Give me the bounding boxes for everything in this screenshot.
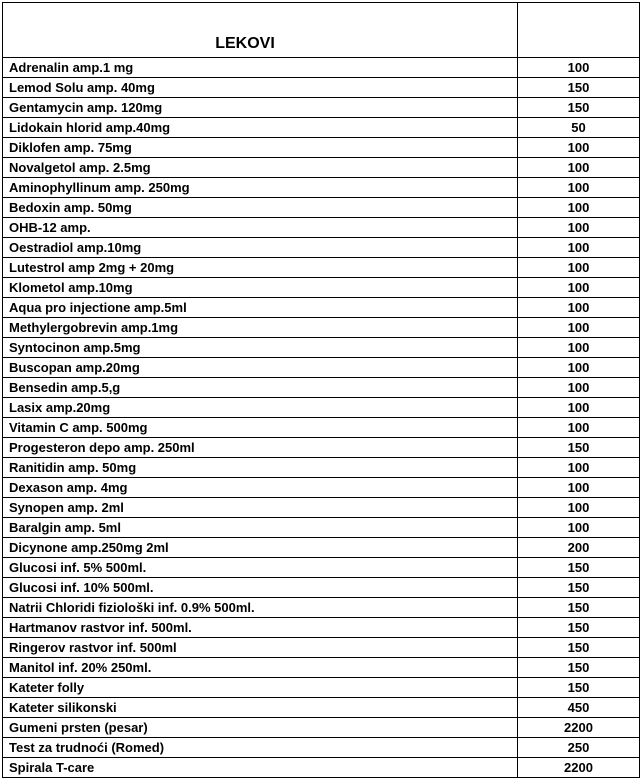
table-row <box>3 58 640 78</box>
medication-name-cell: Test za trudnoći (Romed) <box>3 738 518 758</box>
quantity-cell: 2200 <box>518 758 640 778</box>
medication-name-cell: Bedoxin amp. 50mg <box>3 198 518 218</box>
medication-name-cell: Lidokain hlorid amp.40mg <box>3 118 518 138</box>
medication-name-cell: Novalgetol amp. 2.5mg <box>3 158 518 178</box>
table-row <box>3 178 640 198</box>
quantity-cell: 100 <box>518 278 640 298</box>
medication-name-cell: Dexason amp. 4mg <box>3 478 518 498</box>
quantity-cell: 100 <box>518 258 640 278</box>
quantity-cell: 100 <box>518 298 640 318</box>
table-row <box>3 398 640 418</box>
table-row <box>3 358 640 378</box>
medication-name-cell: OHB-12 amp. <box>3 218 518 238</box>
medication-name-cell: Gumeni prsten (pesar) <box>3 718 518 738</box>
medication-name-cell: Aqua pro injectione amp.5ml <box>3 298 518 318</box>
quantity-cell: 50 <box>518 118 640 138</box>
table-row <box>3 258 640 278</box>
quantity-cell: 150 <box>518 638 640 658</box>
quantity-cell: 100 <box>518 378 640 398</box>
table-row <box>3 598 640 618</box>
table-row <box>3 278 640 298</box>
medication-name-cell: Ranitidin amp. 50mg <box>3 458 518 478</box>
medication-name-cell: Diklofen amp. 75mg <box>3 138 518 158</box>
quantity-cell: 100 <box>518 418 640 438</box>
medication-name-cell: Natrii Chloridi fiziološki inf. 0.9% 500ml. <box>3 598 518 618</box>
quantity-cell: 150 <box>518 98 640 118</box>
quantity-cell: 150 <box>518 558 640 578</box>
table-row <box>3 558 640 578</box>
quantity-cell: 150 <box>518 438 640 458</box>
quantity-cell: 100 <box>518 58 640 78</box>
quantity-cell: 150 <box>518 598 640 618</box>
medication-name-cell: Baralgin amp. 5ml <box>3 518 518 538</box>
medication-name-cell: Buscopan amp.20mg <box>3 358 518 378</box>
quantity-cell: 100 <box>518 458 640 478</box>
medication-name-cell: Gentamycin amp. 120mg <box>3 98 518 118</box>
medication-name-cell: Lasix amp.20mg <box>3 398 518 418</box>
quantity-cell: 100 <box>518 198 640 218</box>
column-header-quantity <box>518 3 640 58</box>
table-row <box>3 298 640 318</box>
table-row <box>3 418 640 438</box>
medication-name-cell: Ringerov rastvor inf. 500ml <box>3 638 518 658</box>
quantity-cell: 100 <box>518 518 640 538</box>
medication-table <box>2 2 640 778</box>
table-row <box>3 218 640 238</box>
quantity-cell: 100 <box>518 358 640 378</box>
table-row <box>3 518 640 538</box>
table-row <box>3 118 640 138</box>
quantity-cell: 100 <box>518 318 640 338</box>
quantity-cell: 100 <box>518 158 640 178</box>
medication-name-cell: Spirala T-care <box>3 758 518 778</box>
medication-name-cell: Glucosi inf. 5% 500ml. <box>3 558 518 578</box>
medication-name-cell: Glucosi inf. 10% 500ml. <box>3 578 518 598</box>
quantity-cell: 150 <box>518 678 640 698</box>
quantity-cell: 150 <box>518 658 640 678</box>
quantity-cell: 200 <box>518 538 640 558</box>
table-row <box>3 438 640 458</box>
table-row <box>3 758 640 778</box>
table-row <box>3 718 640 738</box>
header-row <box>3 3 640 58</box>
table-row <box>3 638 640 658</box>
medication-name-cell: Adrenalin amp.1 mg <box>3 58 518 78</box>
medication-name-cell: Hartmanov rastvor inf. 500ml. <box>3 618 518 638</box>
quantity-cell: 100 <box>518 478 640 498</box>
medication-name-cell: Lemod Solu amp. 40mg <box>3 78 518 98</box>
table-row <box>3 738 640 758</box>
table-row <box>3 658 640 678</box>
quantity-cell: 100 <box>518 178 640 198</box>
medication-name-cell: Oestradiol amp.10mg <box>3 238 518 258</box>
medication-table-body <box>3 3 640 778</box>
medication-name-cell: Bensedin amp.5,g <box>3 378 518 398</box>
quantity-cell: 450 <box>518 698 640 718</box>
table-row <box>3 538 640 558</box>
table-row <box>3 198 640 218</box>
quantity-cell: 100 <box>518 498 640 518</box>
table-row <box>3 478 640 498</box>
table-row <box>3 678 640 698</box>
quantity-cell: 250 <box>518 738 640 758</box>
medication-name-cell: Aminophyllinum amp. 250mg <box>3 178 518 198</box>
table-row <box>3 138 640 158</box>
table-row <box>3 578 640 598</box>
quantity-cell: 100 <box>518 218 640 238</box>
medication-name-cell: Klometol amp.10mg <box>3 278 518 298</box>
quantity-cell: 150 <box>518 578 640 598</box>
medication-name-cell: Kateter silikonski <box>3 698 518 718</box>
table-row <box>3 238 640 258</box>
medication-name-cell: Synopen amp. 2ml <box>3 498 518 518</box>
table-row <box>3 378 640 398</box>
table-row <box>3 498 640 518</box>
quantity-cell: 150 <box>518 78 640 98</box>
medication-name-cell: Methylergobrevin amp.1mg <box>3 318 518 338</box>
table-row <box>3 698 640 718</box>
quantity-cell: 100 <box>518 398 640 418</box>
quantity-cell: 100 <box>518 338 640 358</box>
table-row <box>3 78 640 98</box>
quantity-cell: 2200 <box>518 718 640 738</box>
table-row <box>3 338 640 358</box>
medication-name-cell: Vitamin C amp. 500mg <box>3 418 518 438</box>
quantity-cell: 100 <box>518 238 640 258</box>
quantity-cell: 150 <box>518 618 640 638</box>
quantity-cell: 100 <box>518 138 640 158</box>
table-row <box>3 458 640 478</box>
table-row <box>3 318 640 338</box>
table-row <box>3 158 640 178</box>
medication-name-cell: Manitol inf. 20% 250ml. <box>3 658 518 678</box>
medication-name-cell: Kateter folly <box>3 678 518 698</box>
table-row <box>3 618 640 638</box>
column-header-name: LEKOVI <box>3 3 518 58</box>
medication-name-cell: Dicynone amp.250mg 2ml <box>3 538 518 558</box>
medication-name-cell: Syntocinon amp.5mg <box>3 338 518 358</box>
medication-name-cell: Lutestrol amp 2mg + 20mg <box>3 258 518 278</box>
table-row <box>3 98 640 118</box>
medication-name-cell: Progesteron depo amp. 250ml <box>3 438 518 458</box>
